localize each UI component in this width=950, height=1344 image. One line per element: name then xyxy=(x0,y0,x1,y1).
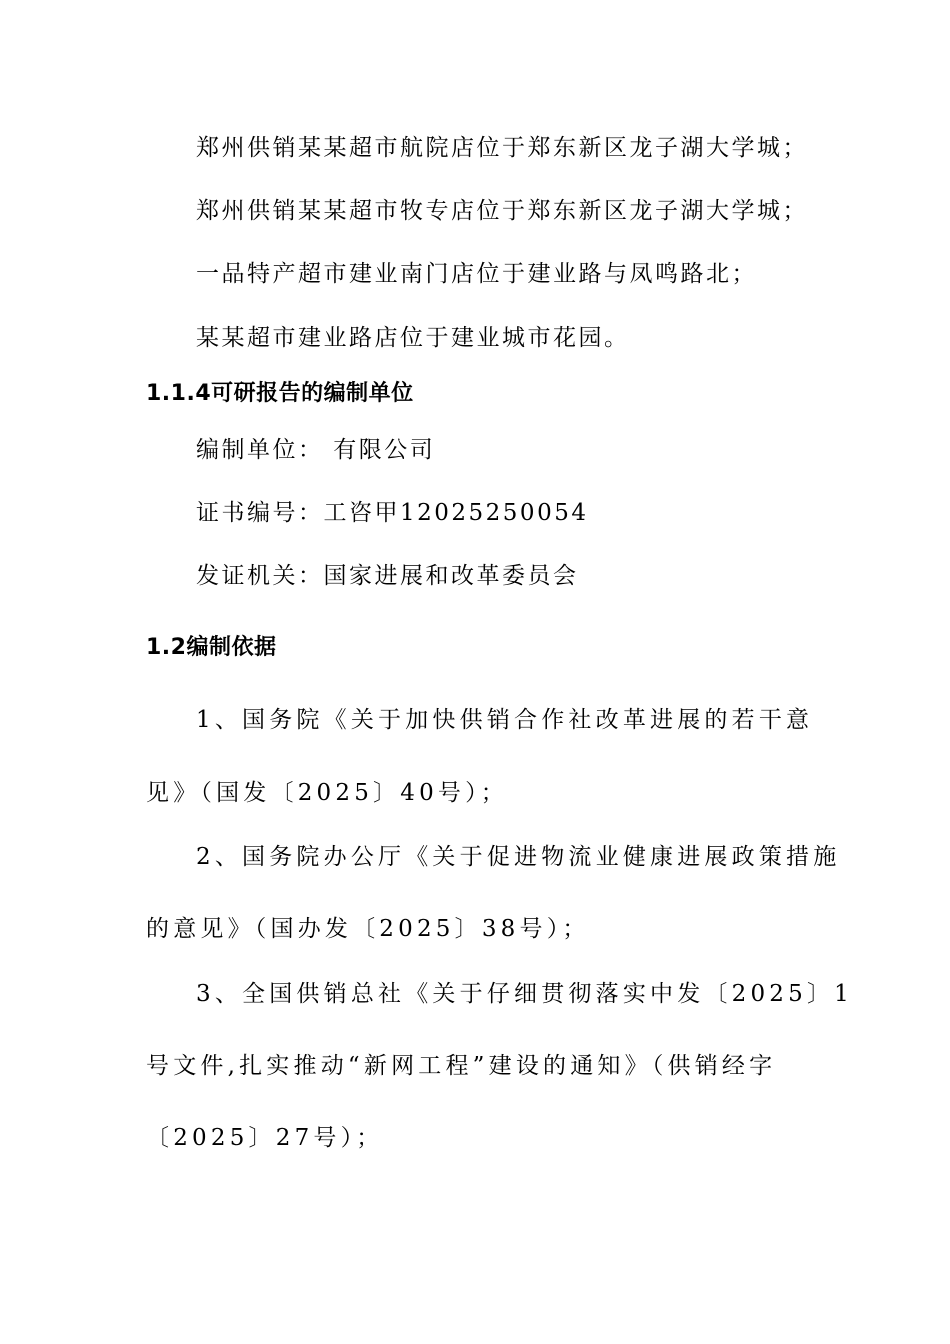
basis-item-3-line-1: 3、全国供销总社《关于仔细贯彻落实中发〔2025〕1 xyxy=(196,981,853,1007)
issuing-authority: 发证机关：国家进展和改革委员会 xyxy=(196,563,579,589)
basis-item-2-line-2: 的意见》（国办发〔2025〕38号）； xyxy=(146,916,590,942)
store-line-4: 某某超市建业路店位于建业城市花园。 xyxy=(196,325,630,351)
basis-item-1-line-2: 见》（国发〔2025〕40号）； xyxy=(146,780,508,806)
store-line-1: 郑州供销某某超市航院店位于郑东新区龙子湖大学城； xyxy=(196,135,808,161)
basis-item-1-line-1: 1、国务院《关于加快供销合作社改革进展的若干意 xyxy=(196,707,814,733)
store-line-3: 一品特产超市建业南门店位于建业路与凤鸣路北； xyxy=(196,261,757,287)
basis-item-3-line-3: 〔2025〕27号）； xyxy=(146,1125,384,1151)
basis-item-3-line-2: 号文件,扎实推动“新网工程”建设的通知》（供销经字 xyxy=(146,1053,777,1079)
certificate-number: 证书编号：工咨甲12025250054 xyxy=(196,500,589,526)
store-line-2: 郑州供销某某超市牧专店位于郑东新区龙子湖大学城； xyxy=(196,198,808,224)
basis-item-2-line-1: 2、国务院办公厅《关于促进物流业健康进展政策措施 xyxy=(196,844,841,870)
section-1-2-heading: 1.2编制依据 xyxy=(146,635,277,660)
compiling-unit: 编制单位： 有限公司 xyxy=(196,437,436,463)
section-1-1-4-heading: 1.1.4可研报告的编制单位 xyxy=(146,381,414,406)
